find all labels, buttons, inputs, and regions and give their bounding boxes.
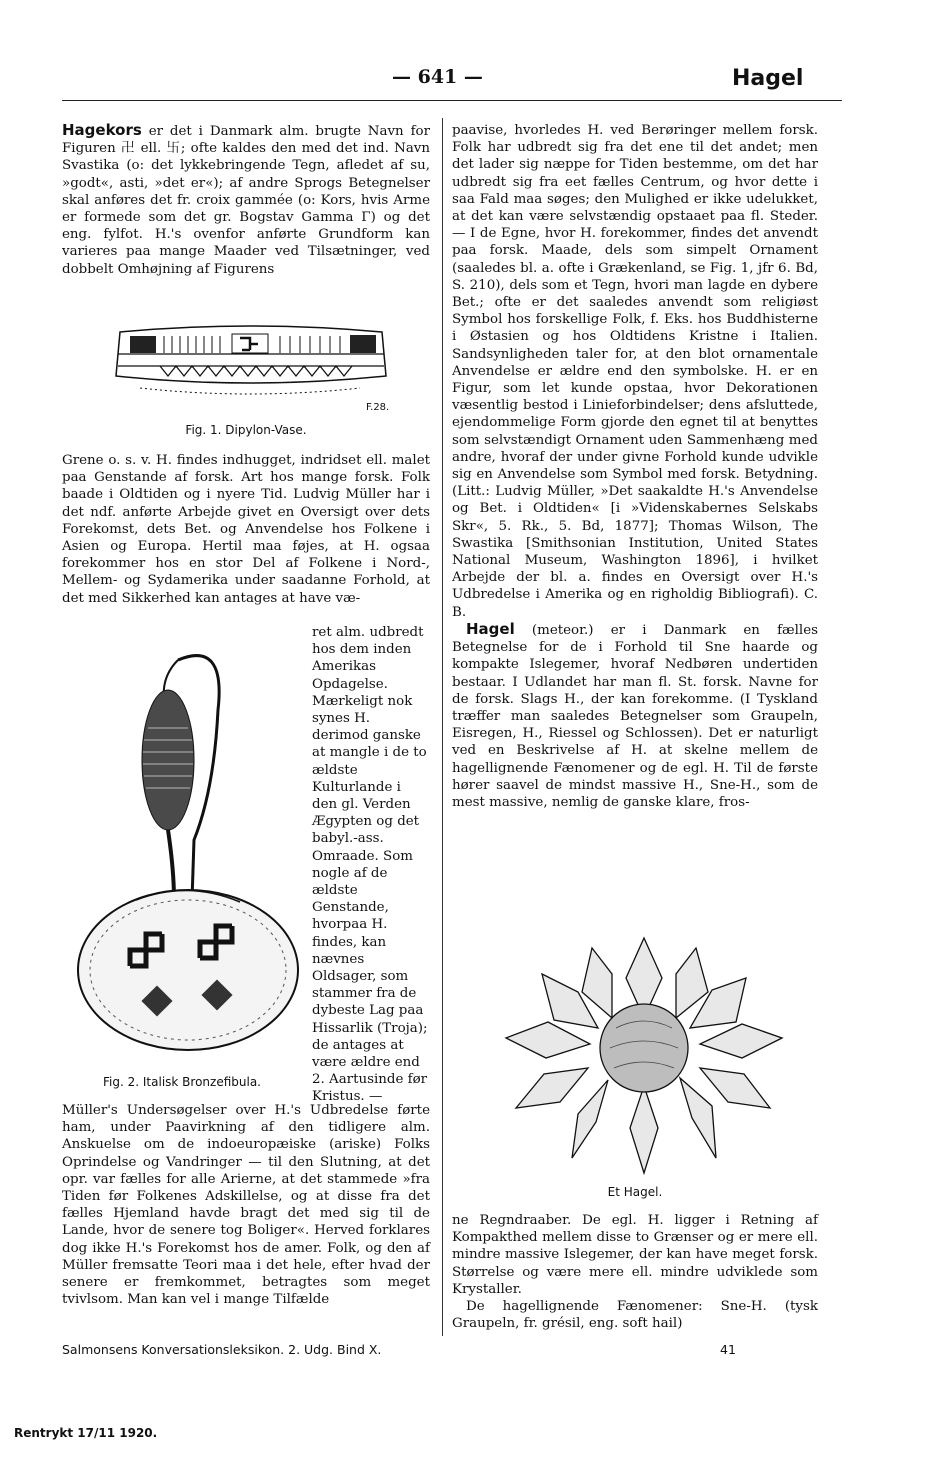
paragraph-fenomener: De hagellignende Fænomener: Sne-H. (tysk Graupeln, fr. grésil, eng. soft hail) xyxy=(452,1299,818,1332)
left-column-bottom xyxy=(62,1102,430,1308)
entry-hagekors-text: er det i Danmark alm. brugte Navn for Figuren 卍 ell. 卐; ofte kaldes den med det ind. Navn Svastika (o: det lykkebringende Tegn, afledet af su, »godt«, asti, »det er«); af andre Sprogs Betegnelser skal anføres det fr. croix gammée (o: Kors, hvis Arme er formede som det gr. Bogstav Gamma Γ) og det eng. fylfot. H.'s ovenfor anførte Grundform kan varieres paa mange Maader ved Tilsætninger, ved dobbelt Omhøjning af Figurens xyxy=(62,124,430,277)
column-divider xyxy=(442,118,443,1336)
footer-signature: 41 xyxy=(720,1342,736,1357)
entry-hagel-text: (meteor.) er i Danmark en fælles Betegnelse for de i Forhold til Sne haarde og kompakte Islegemer, hvoraf Nedbøren undertiden bestaar. I Udlandet har man fl. St. forsk. Navne for de forsk. Slags H., der kan forekomme. (I Tyskland træffer man saaledes Betegnelser som Graupeln, Eisregen, H., Riessel og Schlossen). Det er naturligt ved en Beskrivelse af H. at skelne mellem de hagellignende Fænomener og de egl. H. Til de første hører saavel de mindst massive H., Sne-H., som de mest massive, nemlig de ganske klare, fros- xyxy=(452,622,818,810)
left-column-top xyxy=(62,122,430,278)
paragraph-narrow: ret alm. udbredt hos dem inden Amerikas Opdagelse. Mærkeligt nok synes H. derimod ganske at mangle i de to ældste Kulturlande i den gl. Verden Ægypten og det babyl.-ass. Omraade. Som nogle af de ældste Genstande, hvorpaa H. findes, kan nævnes Oldsager, som stammer fra de dybeste Lag paa Hissarlik (Troja); de antages at være ældre end 2. Aartusinde før Kristus. — xyxy=(312,625,428,1105)
page-number: — 641 — xyxy=(392,66,483,88)
fig2-caption: Fig. 2. Italisk Bronzefibula. xyxy=(103,1075,261,1089)
paragraph-paavise: paavise, hvorledes H. ved Berøringer mellem forsk. Folk har udbredt sig fra det ene til det andet; men det lader sig næppe for Tiden bestemme, om det har udbredt sig fra eet fælles Centrum, og hvor dette i saa Fald maa søges; den Mulighed er ikke udelukket, at det kan være selvstændig opstaaet paa fl. Steder. — I de Egne, hvor H. forekommer, findes det anvendt paa forsk. Maade, dels som simpelt Ornament (saaledes bl. a. ofte i Grækenland, se Fig. 1, jfr 6. Bd, S. 210), dels som et Tegn, hvori man lagde en dybere Bet.; ofte er det saaledes anvendt som religiøst Symbol hos forskellige Folk, f. Eks. hos Buddhisterne i Østasien og hos Oldtidens Kristne i Italien. Sandsynligheden taler for, at den blot ornamentale Anvendelse er ældre end den symbolske. H. er en Figur, som let kunde opstaa, hvor Dekorationen væsentlig bestod i Linieforbindelser; dens afsluttede, ejendommelige Form gjorde den egnet til at benyttes som selvstændigt Ornament uden Sammenhæng med andre, hvoraf der under givne Forhold kunde udvikle sig en Anvendelse som Symbol med forsk. Betydning. (Litt.: Ludvig Müller, »Det saakaldte H.'s Anvendelse og Bet. i Oldtiden« [i »Videnskabernes Selskabs Skr«, 5. Rk., 5. Bd, 1877]; Thomas Wilson, The Swastika [Smithsonian Institution, United States National Museum, Washington 1896], i hvilket Arbejde der bl. a. findes en Oversigt over H.'s Udbredelse i Amerika og en righoldig Bibliografi). C. B. xyxy=(452,123,818,620)
left-column-mid xyxy=(62,452,430,607)
fig1-dipylon-vase xyxy=(100,318,400,416)
entry-hagekors xyxy=(62,122,430,278)
running-headword: Hagel xyxy=(732,66,804,91)
paragraph-muller: Müller's Undersøgelser over H.'s Udbredelse førte ham, under Paavirkning af den tidligere alm. Anskuelse om de indoeuropæiske (ariske) Folks Oprindelse og Vandringer — til den Slutning, at det opr. var fælles for alle Arierne, at det stammede »fra Tiden før Folkenes Adskillelse, og at disse fra det fælles Hjemland havde bragt det med sig til de Lande, hvor de senere tog Boliger«. Herved forklares dog ikke H.'s Forekomst hos de amer. Folk, og den af Müller fremsatte Teori maa i det hele, efter hvad der senere er fremkommet, betragtes som meget tvivlsom. Man kan vel i mange Tilfælde xyxy=(62,1103,430,1308)
right-column-top xyxy=(452,122,818,811)
paragraph-regndraaber: ne Regndraaber. De egl. H. ligger i Retning af Kompakthed mellem disse to Grænser og er mere ell. mindre massive Islegemer, der kan have meget forsk. Størrelse og være mere ell. mindre udviklede som Krystaller. xyxy=(452,1213,818,1297)
footer-publication: Salmonsens Konversationsleksikon. 2. Udg. Bind X. xyxy=(62,1342,382,1357)
left-column-narrow xyxy=(312,624,430,1106)
vase-band-illustration xyxy=(100,318,400,416)
hailstone-illustration xyxy=(486,918,802,1178)
fig3-caption: Et Hagel. xyxy=(607,1185,663,1199)
fig3-hailstone xyxy=(486,918,802,1178)
header-rule xyxy=(62,100,842,101)
fig2-bronze-fibula xyxy=(66,640,306,1070)
entry-headword-hagekors: Hagekors xyxy=(62,121,142,139)
right-column-bottom xyxy=(452,1212,818,1332)
paragraph-grene: Grene o. s. v. H. findes indhugget, indridset ell. malet paa Genstande af forsk. Art hos mange forsk. Folk baade i Oldtiden og i nyere Tid. Ludvig Müller har i det ndf. anførte Arbejde givet en Oversigt over dets Forekomst, dets Bet. og Anvendelse hos Folkene i Asien og Europa. Hertil maa føjes, at H. ogsaa forekommer hos en stor Del af Folkene i Nord-, Mellem- og Sydamerika under saadanne Forhold, at det med Sikkerhed kan antages at have væ- xyxy=(62,453,430,606)
fig1-signature: F.28. xyxy=(366,402,390,413)
entry-headword-hagel: Hagel xyxy=(466,619,515,638)
fig1-caption: Fig. 1. Dipylon-Vase. xyxy=(185,423,307,437)
reprint-note: Rentrykt 17/11 1920. xyxy=(14,1426,158,1440)
fibula-illustration xyxy=(66,640,306,1070)
entry-hagel xyxy=(452,621,818,811)
